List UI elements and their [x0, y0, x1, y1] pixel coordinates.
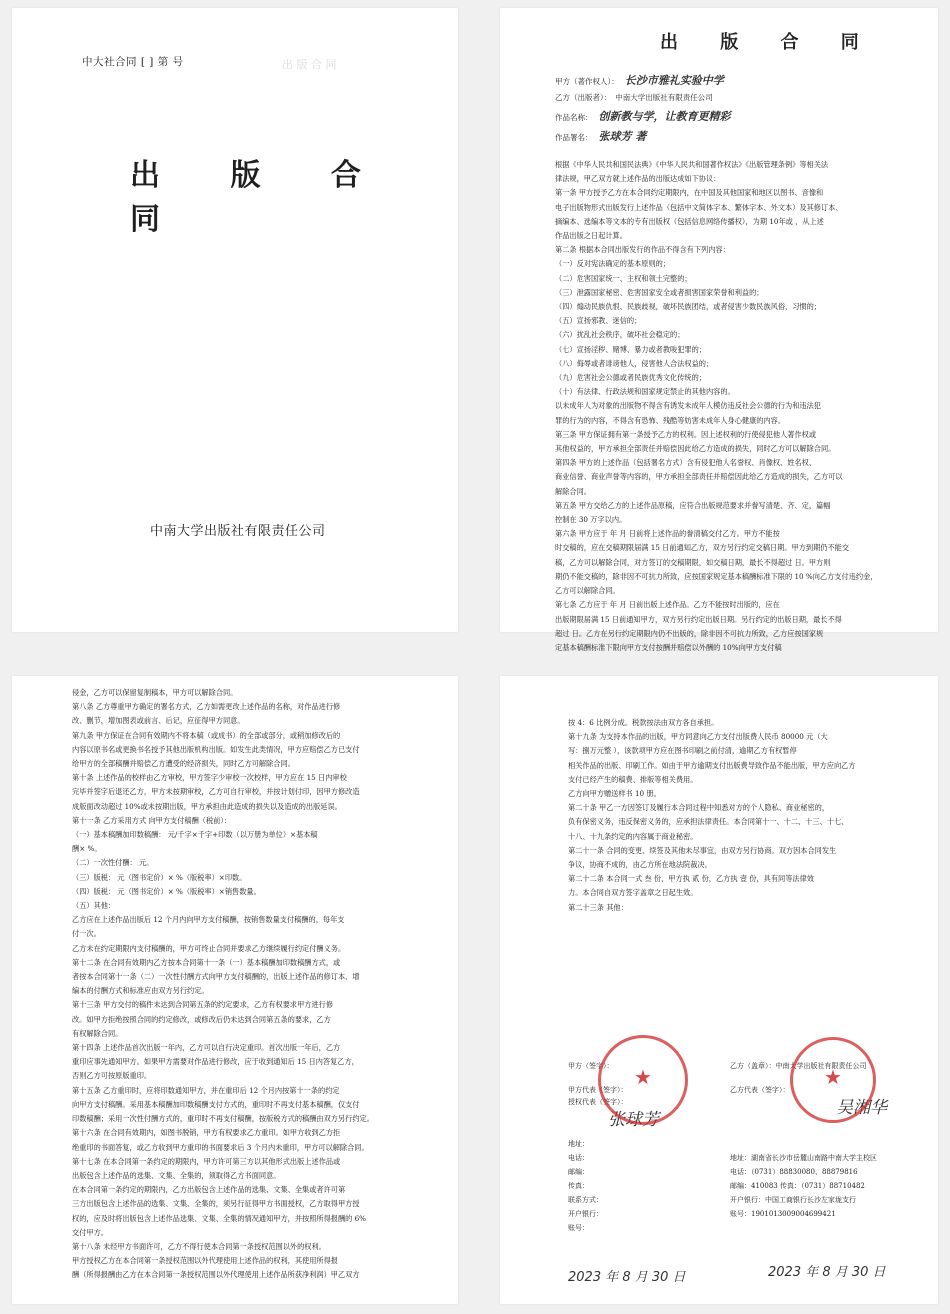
text-line: （六）扰乱社会秩序，破坏社会稳定的； [555, 330, 685, 340]
text-line: 第十一条 乙方采用方式 向甲方支付稿酬（税前）： [72, 815, 232, 825]
party-b-field: 乙方（出版者）： 中南大学出版社有限责任公司 [555, 93, 713, 102]
party-b-date: 2023 年 8 月 30 日 [768, 1265, 886, 1280]
text-line: （五）其他： [72, 901, 116, 911]
text-line: 乙方未在约定期限内支付稿酬的，甲方可终止合同并要求乙方继续履行约定付酬义务。 [72, 943, 346, 953]
text-line: 第六条 甲方应于 年 月 日前将上述作品的誊清稿交付乙方。甲方不能按 [555, 529, 780, 539]
text-line: 者按本合同第十一条（二）一次性付酬方式向甲方支付稿酬的，出版上述作品的修订本、增 [72, 972, 360, 982]
text-line: 在本合同第一条约定的期限内，乙方出版包含上述作品的选集、文集、全集或者许可第 [72, 1185, 346, 1195]
text-line: 完毕并签字后退还乙方，甲方未按期审校，乙方可自行审校，并按计划付印，因甲方修改造 [72, 787, 360, 797]
contract-cover-page: 中大社合同 [ ] 第 号 出 版 合 同 出 版 合 同 中南大学出版社有限责任公司 [12, 8, 458, 632]
author-field: 作品署名： 张球芳 著 [555, 130, 647, 143]
contract-number: 中大社合同 [ ] 第 号 [82, 56, 184, 68]
text-line: 乙方向甲方赠送样书 10 册。 [568, 789, 661, 799]
text-line: （二）危害国家统一、主权和领土完整的； [555, 273, 692, 283]
text-line: 有权解除合同。 [72, 1028, 123, 1038]
text-line: 超过 日。乙方在另行约定期限内仍不出版的，除非因不可抗力所致，乙方应按国家规 [555, 628, 824, 638]
text-line: 罪的行为的内容，不得含有恐怖、残酷等妨害未成年人身心健康的内容。 [555, 415, 786, 425]
text-line: 交付甲方。 [72, 1227, 108, 1237]
text-line: 改。如甲方拒绝按照合同的约定修改，或修改后仍未达到合同第五条的要求，乙方 [72, 1014, 331, 1024]
party-a-field: 甲方（著作权人）： 长沙市雅礼实验中学 [555, 74, 724, 87]
cover-title: 出 版 合 同 [130, 158, 391, 237]
text-line: 十八、十九条约定的内容属于商业秘密。 [568, 831, 698, 841]
text-line: 第十八条 未经甲方书面许可，乙方不得行使本合同第一条授权范围以外的权利。 [72, 1241, 326, 1251]
contract-body-text [72, 686, 452, 1283]
text-line: 第十六条 在合同有效期内，如图书脱销，甲方有权要求乙方重印。如甲方收到乙方拒 [72, 1128, 341, 1138]
contract-page-3 [500, 676, 938, 1304]
text-line: 第一条 甲方授予乙方在本合同约定期限内，在中国及其他国家和地区以图书、音像和 [555, 188, 824, 198]
publisher-name: 中南大学出版社有限责任公司 [150, 524, 326, 539]
text-line: 第十九条 为支持本作品的出版，甲方同意向乙方支付出版费人民币 80000 元（大 [568, 732, 828, 742]
star-icon: ★ [824, 1065, 842, 1090]
text-line: 向甲方支付稿酬。采用基本稿酬加印数稿酬支付方式的，重印时不再支付基本稿酬，仅支付 [72, 1099, 360, 1109]
contract-body-text [555, 158, 935, 655]
text-line: 成版面改动超过 10%或未按期出版，甲方承担由此造成的损失以及造成的出版延误。 [72, 801, 342, 811]
text-line: 根据《中华人民共和国民法典》《中华人民共和国著作权法》《出版管理条例》等相关法 [555, 160, 829, 169]
text-line: 期仍不能交稿的，除非因不可抗力所致，应按国家规定基本稿酬标准下限的 10 %向乙方支付违约金， [555, 571, 878, 581]
party-a-sign-label: 甲方（签字）： [568, 1062, 614, 1070]
text-line: （五）宣扬邪教、迷信的； [555, 316, 642, 326]
party-a-stamp [598, 1035, 688, 1125]
text-line: 支付已经产生的稿费、排版等相关费用。 [568, 774, 698, 784]
text-line: （九）危害社会公德或者民族优秀文化传统的； [555, 373, 706, 383]
text-line: 负有保密义务，违反保密义务的，应承担法律责任。本合同第十一、十二、十三、十七、 [568, 817, 849, 827]
text-line: 第十二条 在合同有效期内乙方按本合同第十一条（一）基本稿酬加印数稿酬方式，或 [72, 957, 341, 967]
text-line: （七）宣扬淫秽、赌博、暴力或者教唆犯罪的； [555, 344, 706, 354]
text-line: 酬（所得报酬由乙方在本合同第一条授权范围以外代理使用上述作品所获净利润）甲乙双方 [72, 1270, 360, 1280]
party-a-auth-label: 授权代表（签字）： [568, 1098, 628, 1106]
party-a-signature: 张球芳 [608, 1110, 659, 1130]
text-line: 甲方授权乙方在本合同第一条授权范围以外代理使用上述作品的权利，其使用所得报 [72, 1256, 338, 1266]
text-line: 写：捌万元整 ），该款项甲方应在图书印刷之前付清，逾期乙方有权暂停 [568, 746, 797, 756]
text-line: 第十条 上述作品的校样由乙方审校，甲方签字少审校一次校样，甲方应在 15 日内审校 [72, 773, 347, 783]
text-line: 第十三条 甲方交付的稿件未达到合同第五条的约定要求，乙方有权要求甲方进行修 [72, 1000, 334, 1010]
text-line: 相关作品的出版、印刷工作。如由于甲方逾期支付出版费导致作品不能出版，甲方应向乙方 [568, 760, 856, 770]
text-line: 第三条 甲方保证拥有第一条授予乙方的权利。因上述权利的行使侵犯他人著作权或 [555, 429, 817, 439]
text-line: 摘编本、选编本等文本的专有出版权（包括信息网络传播权），为期 10年或 ，从上述 [555, 216, 824, 226]
party-a-date: 2023 年 8 月 30 日 [568, 1270, 686, 1285]
party-b-stamp [790, 1037, 876, 1123]
signature-block: 甲方（签字）： 甲方代表（签字）： 授权代表（签字）： 张球芳 地址： 电话： 邮编： 传真： 联系方式： 开户银行： 账号： 2023 年 8 月 30 日 乙方（盖章）：中南大学出版社有限责任公司 乙方代表（签字）： 吴湘华 地址：湖南省长沙市岳麓山南路中南大学主校区 电话：（0731）88830080、88879816 邮编：410083 传真：（0731）88710482 开户银行：中国工商银行长沙左家垅支行 账号：1901013009004699421 2023 年 8 月 30 日 ★ ★ [568, 1061, 933, 1291]
contract-body-text [568, 716, 928, 915]
text-line: 以未成年人为对象的出版物不得含有诱发未成年人模仿违反社会公德的行为和违法犯 [555, 401, 821, 411]
contract-page-1 [500, 8, 938, 652]
text-line: 内容以原书名或更换书名授予其他出版机构出版。如发生此类情况，甲方应赔偿乙方已支付 [72, 744, 360, 754]
text-line: 定基本稿酬标准下限向甲方支付按酬并赔偿以外酬的 10%向甲方支付稿 [555, 642, 782, 652]
page-title: 出 版 合 同 [660, 32, 877, 53]
text-line: 出版包含上述作品的选集、文集、全集的，须取得乙方书面同意。 [72, 1170, 281, 1180]
text-line: （一）基本稿酬加印数稿酬： 元/千字×千字+印数（以万册为单位）×基本稿 [72, 830, 318, 840]
text-line: 改、删节，增加图表或前言、后记，应征得甲方同意。 [72, 716, 245, 726]
text-line: 争议，协商不成的，由乙方所在地法院裁决。 [568, 860, 712, 870]
text-line: 第十七条 在本合同第一条约定的期限内，甲方许可第三方以其他形式出版上述作品或 [72, 1156, 341, 1166]
text-line: （四）版税： 元（图书定价）× %（版税率）×销售数量。 [72, 886, 261, 896]
text-line: （四）煽动民族仇恨、民族歧视，破坏民族团结，或者侵害少数民族风俗、习惯的； [555, 302, 821, 312]
text-line: 第八条 乙方尊重甲方确定的署名方式，乙方如需更改上述作品的名称，对作品进行修 [72, 702, 341, 712]
party-b-rep-label: 乙方代表（签字）： [730, 1086, 790, 1094]
party-b-signature: 吴湘华 [836, 1098, 887, 1118]
star-icon: ★ [634, 1064, 652, 1089]
text-line: 否则乙方可按原版重印。 [72, 1071, 152, 1081]
text-line: （八）侮辱或者诽谤他人，侵害他人合法权益的； [555, 358, 714, 368]
text-line: 印数稿酬；采用一次性付酬方式的，重印时不再支付稿酬，按版税方式的稿酬由双方另行约定。 [72, 1114, 374, 1124]
text-line: 第四条 甲方的上述作品（包括署名方式）含有侵犯他人名誉权、肖像权、姓名权、 [555, 458, 817, 468]
text-line: 第二十三条 其他： [568, 902, 628, 912]
text-line: 第二十条 甲乙一方因签订及履行本合同过程中知悉对方的个人隐私、商业秘密的， [568, 803, 830, 813]
text-line: 第七条 乙方应于 年 月 日前出版上述作品。乙方不能按时出版的，应在 [555, 600, 780, 610]
text-line: 三方出版包含上述作品的选集、文集、全集的，须另行征得甲方书面授权，乙方取得甲方授 [72, 1199, 360, 1209]
text-line: 酬× %。 [72, 844, 102, 854]
text-line: 第九条 甲方保证在合同有效期内不将本稿（或成书）的全部或部分，或稍加修改后的 [72, 730, 341, 740]
text-line: 作品出版之日起计算。 [555, 231, 627, 241]
text-line: 第二十一条 合同的变更、续签及其他未尽事宜，由双方另行协商。双方因本合同发生 [568, 845, 837, 855]
text-line: 商业信誉、商业声誉等内容的，甲方承担全部责任并赔偿因此给乙方造成的损失，乙方可以 [555, 472, 843, 482]
text-line: 权的，应及时将出版包含上述作品选集、文集、全集的情况通知甲方，并按照所得报酬的 6% [72, 1213, 367, 1223]
text-line: 侵金，乙方可以保留复制稿本，甲方可以解除合同。 [72, 688, 238, 697]
text-line: （二）一次性付酬： 元。 [72, 858, 154, 868]
text-line: 第十四条 上述作品首次出版一年内，乙方可以自行决定重印。首次出版一年后，乙方 [72, 1043, 341, 1053]
text-line: 编本的付酬方式和标准应由双方另行约定。 [72, 986, 209, 996]
text-line: （十）有法律、行政法规和国家规定禁止的其他内容的。 [555, 387, 735, 397]
text-line: 出版期限届满 15 日前通知甲方，双方另行约定出版日期。另行约定的出版日期，最长不得 [555, 614, 842, 624]
text-line: （一）反对宪法确定的基本原则的； [555, 259, 671, 269]
text-line: 乙方可以解除合同。 [555, 586, 620, 596]
text-line: 重印应事先通知甲方。如果甲方需要对作品进行修改，应于收到通知后 15 日内答复乙方， [72, 1057, 359, 1067]
work-name-field: 作品名称： 创新教与学，让教育更精彩 [555, 110, 731, 123]
text-line: （三）版税： 元（图书定价）× %（版税率）×印数。 [72, 872, 247, 882]
text-line: 解除合同。 [555, 486, 591, 496]
text-line: 乙方应在上述作品出版后 12 个月内向甲方支付稿酬，按销售数量支付稿酬的，每年支 [72, 915, 345, 925]
text-line: 绝重印的书面答复，或乙方收到甲方重印的书面要求后 3 个月内未重印，甲方可以解除合同。 [72, 1142, 369, 1152]
text-line: 稿，乙方可以解除合同，对方签订的交稿期限，如交稿日期，最长不得超过 日。甲方则 [555, 557, 831, 567]
party-b-sign-label: 乙方（盖章）：中南大学出版社有限责任公司 [730, 1062, 867, 1070]
text-line: 其他权益的，甲方承担全部责任并赔偿因此给乙方造成的损失，同时乙方可以解除合同。 [555, 444, 836, 454]
text-line: 时交稿的，应在交稿期限届满 15 日前通知乙方，双方另行约定交稿日期。甲方到期仍不能交 [555, 543, 850, 553]
text-line: 电子出版物形式出版发行上述作品（包括中文简体字本、繁体字本、外文本）及其修订本、 [555, 202, 843, 212]
text-line: 第二十二条 本合同一式 叁 份，甲方执 贰 份，乙方执 壹 份，具有同等法律效 [568, 874, 814, 884]
text-line: 付一次。 [72, 929, 101, 939]
text-line: 给甲方的全部稿酬并赔偿乙方遭受的经济损失，同时乙方可解除合同。 [72, 759, 295, 769]
contract-page-2 [12, 676, 458, 1304]
text-line: 按 4：6 比例分成。税款按法由双方各自承担。 [568, 718, 719, 727]
text-line: 第十五条 乙方重印时，应将印数通知甲方，并在重印后 12 个月内按第十一条的约定 [72, 1085, 340, 1095]
text-line: 力。本合同自双方签字盖章之日起生效。 [568, 888, 698, 898]
text-line: （三）泄露国家秘密、危害国家安全或者损害国家荣誉和利益的； [555, 287, 764, 297]
text-line: 第五条 甲方交给乙方的上述作品原稿，应符合出版规范要求并誊写清楚、齐、定，篇幅 [555, 500, 831, 510]
text-line: 律法规，甲乙双方就上述作品的出版达成如下协议： [555, 174, 721, 184]
text-line: 控制在 30 万字以内。 [555, 515, 627, 525]
text-line: 第二条 根据本合同出版发行的作品不得含有下列内容： [555, 245, 730, 255]
party-a-rep-label: 甲方代表（签字）： [568, 1086, 628, 1094]
